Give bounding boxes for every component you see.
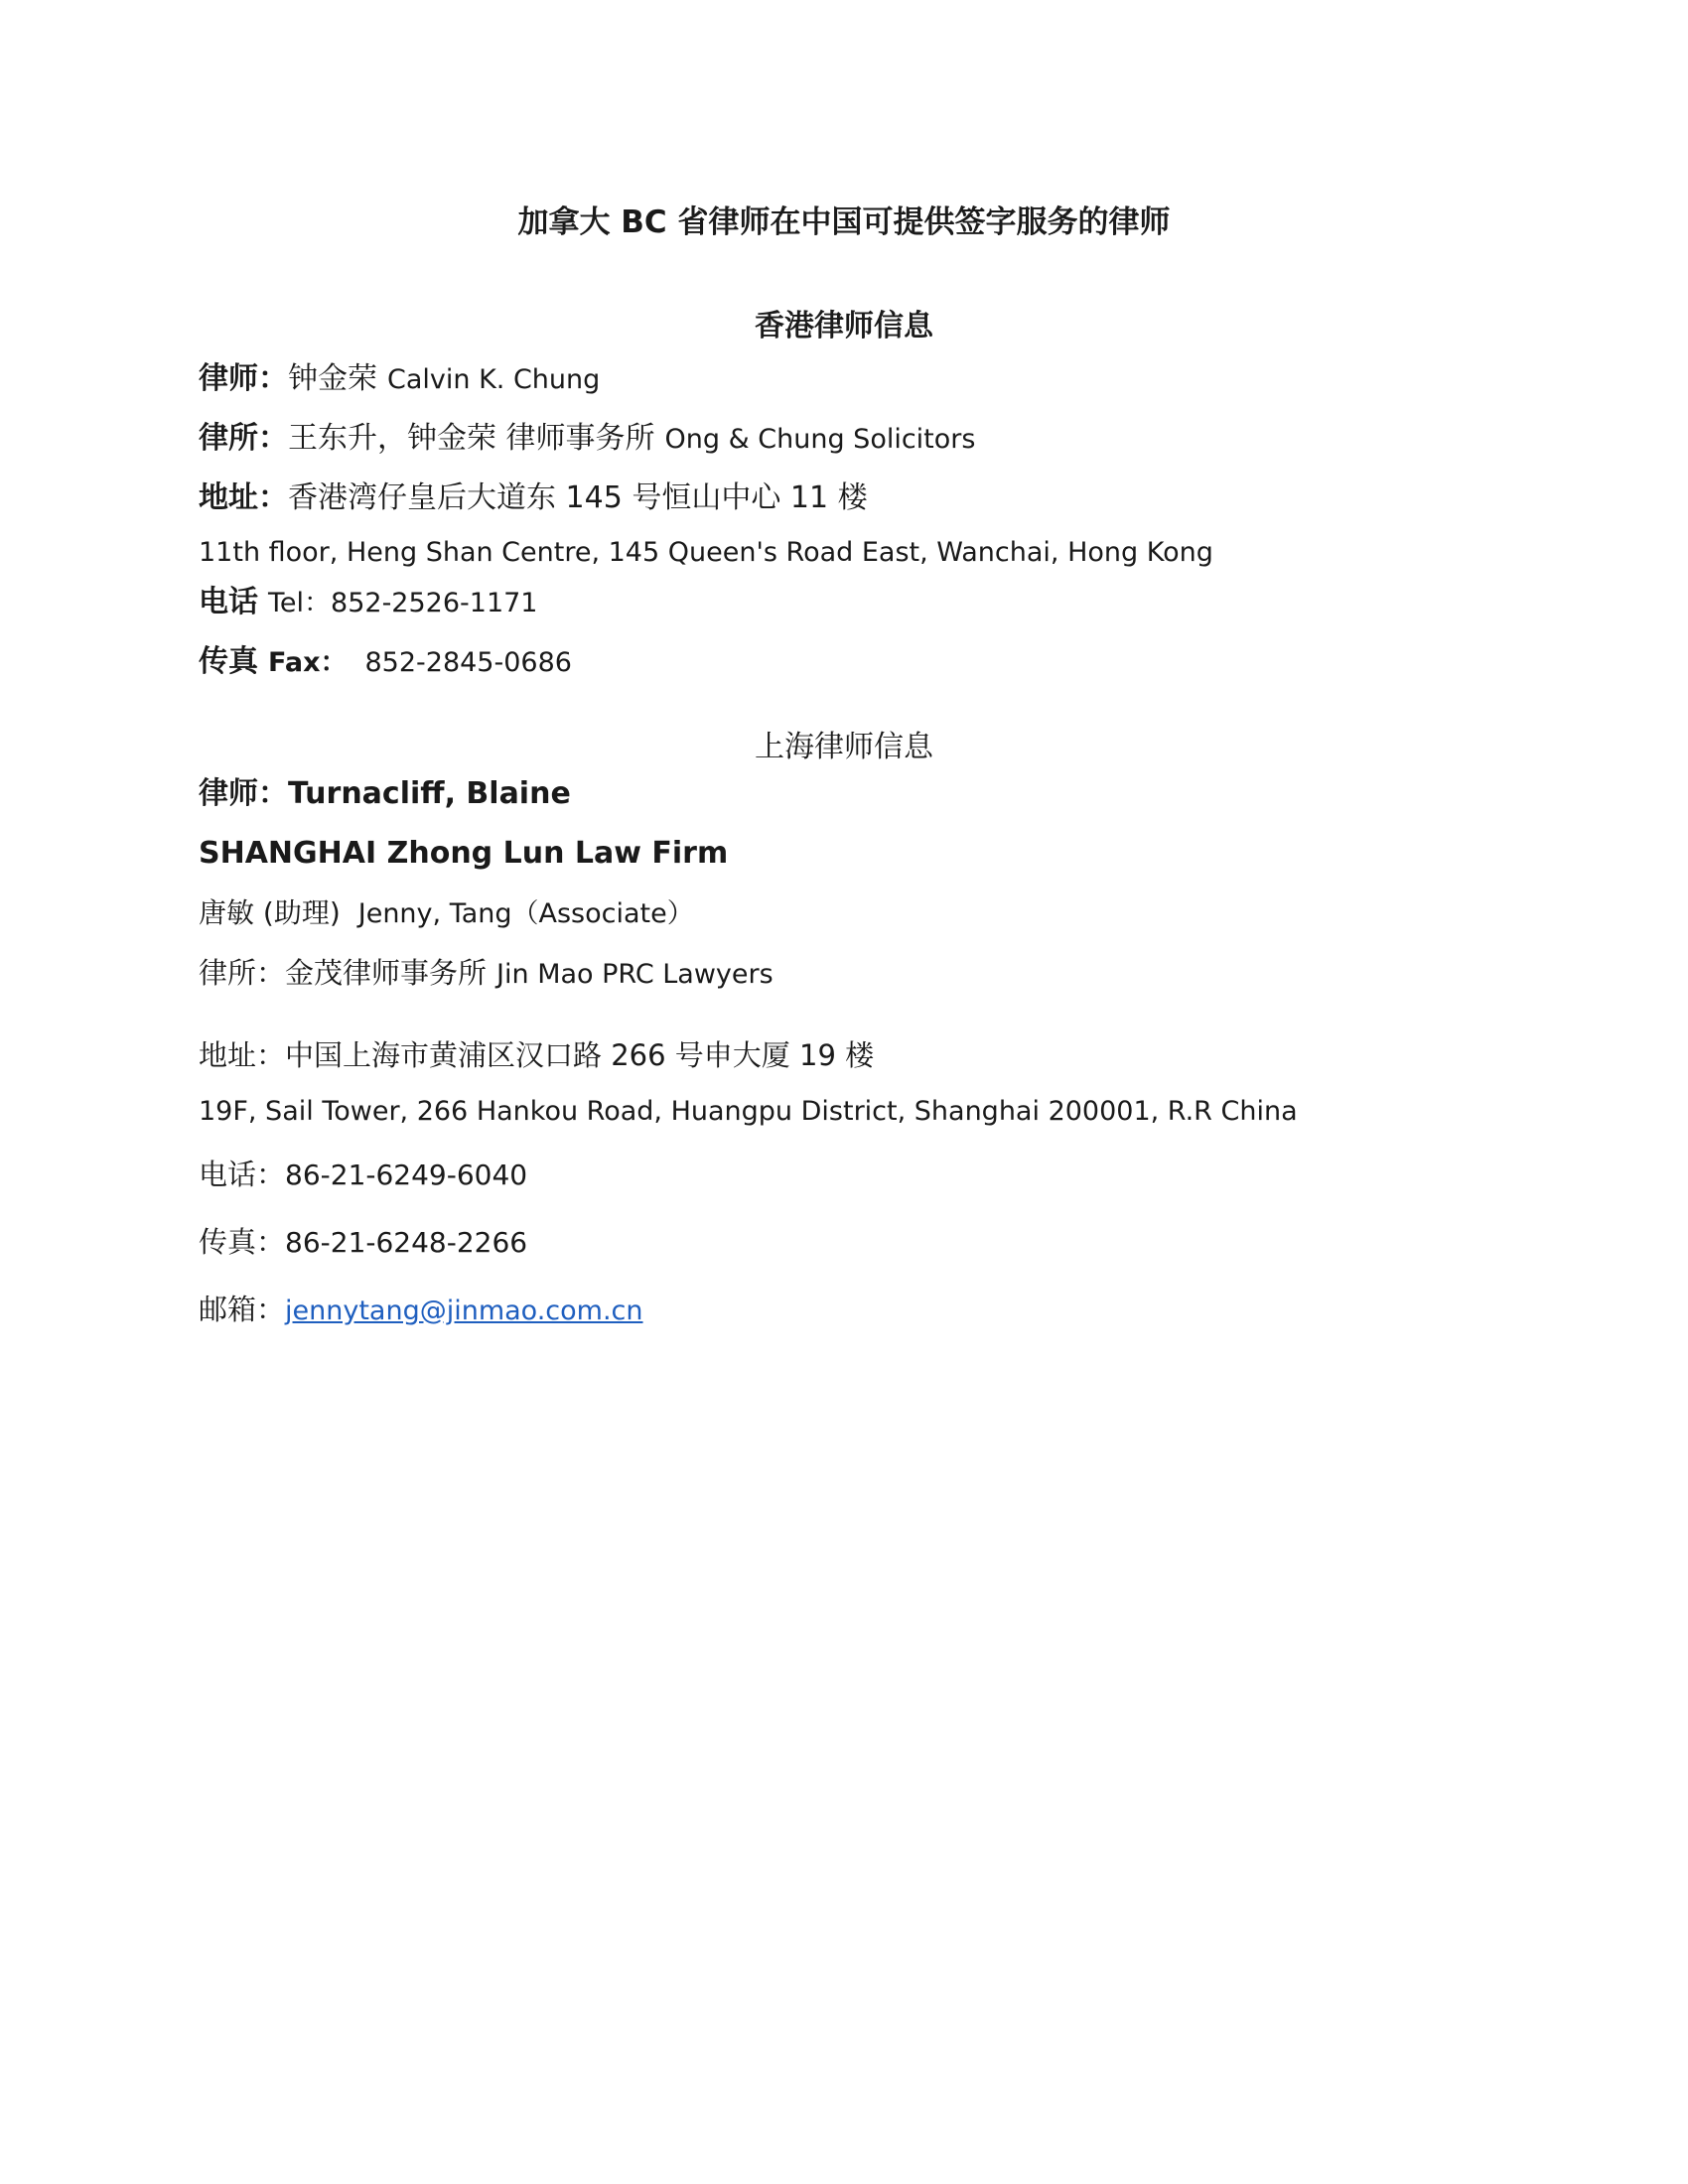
hk-tel-sublabel: Tel： xyxy=(268,588,332,618)
hk-lawyer-label: 律师： xyxy=(199,361,288,396)
sh-firm-label: 律所： xyxy=(199,956,286,990)
sh-fax-label: 传真： xyxy=(199,1225,286,1259)
hk-lawyer-name-cn: 钟金荣 xyxy=(288,361,377,396)
sh-tel-value: 86-21-6249-6040 xyxy=(285,1159,528,1191)
hk-tel-label: 电话 xyxy=(199,585,258,619)
hong-kong-heading: 香港律师信息 xyxy=(755,309,933,343)
hk-fax-label: 传真 xyxy=(199,644,258,679)
hk-firm-line xyxy=(199,421,975,457)
hk-address-line xyxy=(199,480,868,516)
hk-firm-label: 律所： xyxy=(199,421,288,456)
sh-address-label: 地址： xyxy=(199,1038,286,1072)
sh-address-cn: 中国上海市黄浦区汉口路 266 号申大厦 19 楼 xyxy=(285,1038,875,1072)
sh-address-en: 19F, Sail Tower, 266 Hankou Road, Huangpu District, Shanghai 200001, R.R China xyxy=(199,1096,1298,1127)
hk-firm-name-en: Ong & Chung Solicitors xyxy=(664,424,976,455)
sh-fax-value: 86-21-6248-2266 xyxy=(285,1226,528,1259)
sh-address-line xyxy=(199,1038,874,1073)
sh-lawyer-line xyxy=(199,776,571,812)
hk-lawyer-line xyxy=(199,361,600,397)
hk-tel-value: 852-2526-1171 xyxy=(331,588,538,618)
hk-fax-value: 852-2845-0686 xyxy=(364,647,572,678)
document-title: 加拿大 BC 省律师在中国可提供签字服务的律师 xyxy=(517,205,1171,240)
sh-lawyer-name: Turnacliff, Blaine xyxy=(288,776,571,811)
sh-email-label: 邮箱： xyxy=(199,1293,286,1326)
sh-tel-line xyxy=(199,1158,527,1192)
sh-tel-label: 电话： xyxy=(199,1158,286,1191)
sh-firm-name-en: SHANGHAI Zhong Lun Law Firm xyxy=(199,836,729,871)
hk-lawyer-name-en: Calvin K. Chung xyxy=(387,364,601,395)
sh-assistant-line xyxy=(199,896,694,930)
shanghai-heading: 上海律师信息 xyxy=(755,730,933,764)
sh-email-link[interactable]: jennytang@jinmao.com.cn xyxy=(285,1296,643,1326)
sh-firm-name-en2: Jin Mao PRC Lawyers xyxy=(496,959,774,990)
hk-address-en: 11th floor, Heng Shan Centre, 145 Queen's Road East, Wanchai, Hong Kong xyxy=(199,537,1213,568)
sh-fax-line xyxy=(199,1225,527,1260)
sh-firm-line xyxy=(199,956,774,991)
sh-email-line xyxy=(199,1293,643,1327)
sh-assistant-cn: 唐敏 (助理) xyxy=(199,896,341,929)
sh-firm-name-cn: 金茂律师事务所 xyxy=(285,956,488,990)
sh-lawyer-label: 律师： xyxy=(199,776,288,811)
hk-fax-line xyxy=(199,644,572,680)
hk-fax-sublabel: Fax： xyxy=(268,647,348,678)
hk-tel-line xyxy=(199,585,537,620)
sh-assistant-en: Jenny, Tang（Associate） xyxy=(357,898,694,929)
hk-firm-name-cn: 王东升，钟金荣 律师事务所 xyxy=(288,421,655,456)
hk-address-cn: 香港湾仔皇后大道东 145 号恒山中心 11 楼 xyxy=(288,480,868,515)
hk-address-label: 地址： xyxy=(199,480,288,515)
